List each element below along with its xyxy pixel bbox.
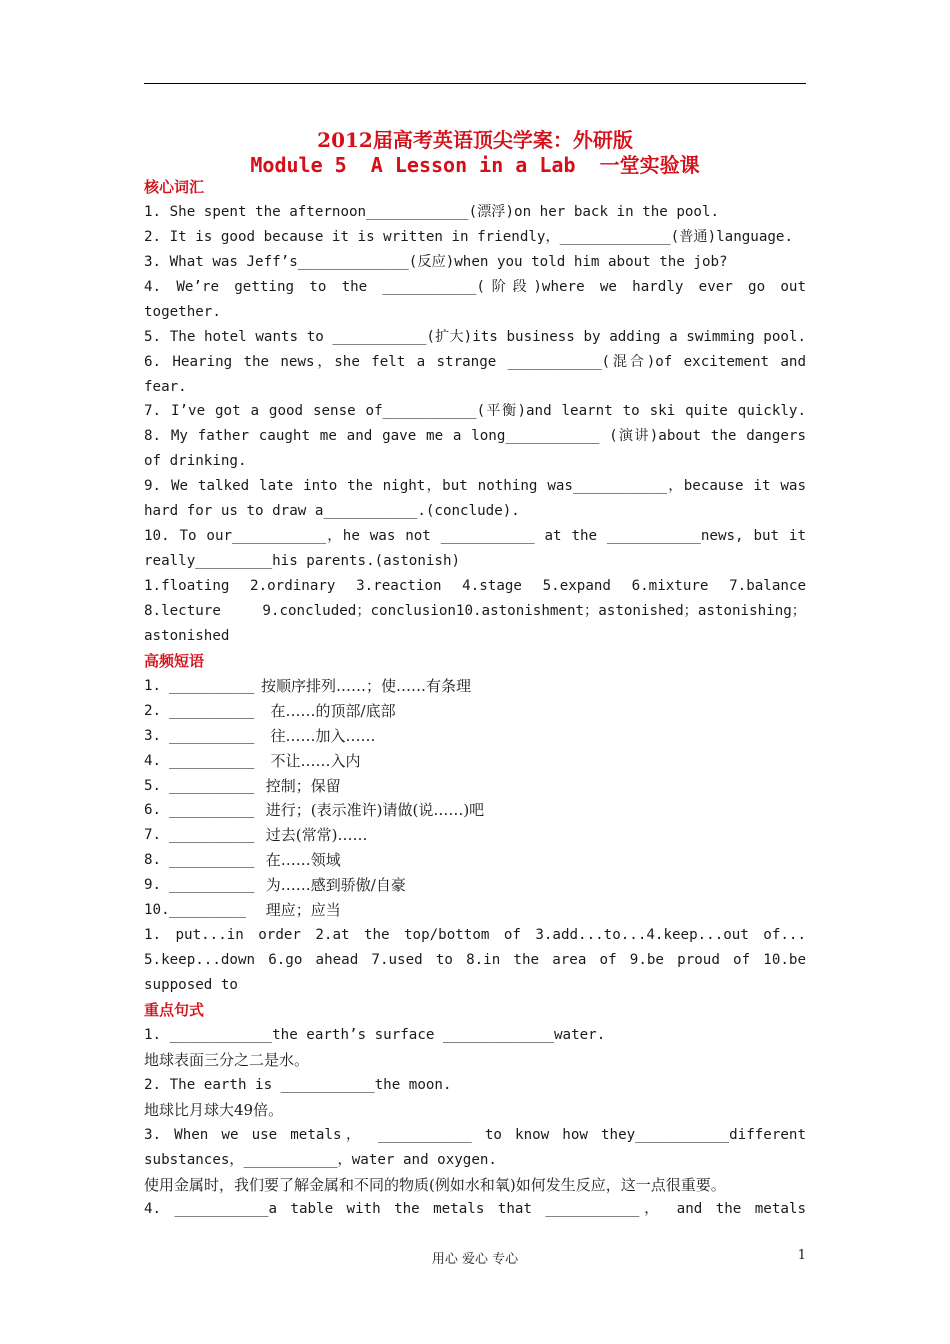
vocab-exercise: [144, 200, 806, 649]
phrase-item: [144, 873, 806, 898]
vocab-line: 1.floating 2.ordinary 3.reaction 4.stage 5.expand 6.mixture 7.balance: [144, 578, 806, 594]
vocab-line: together.: [144, 303, 221, 320]
phrase-answers: [144, 923, 806, 998]
phrase-item: [144, 848, 806, 873]
vocab-line: 4. We’re getting to the ___________(阶段)where we hardly ever go out: [144, 278, 806, 295]
phrase-number: 2.: [144, 702, 162, 719]
vocab-line: 6. Hearing the news，she felt a strange ___________(混合)of excitement and: [144, 353, 806, 370]
phrase-answer-line: 1. put...in order 2.at the top/bottom of 3.add...to...4.keep...out of...: [144, 927, 806, 944]
phrase-number: 4.: [144, 752, 162, 769]
phrase-exercise: [144, 674, 806, 923]
vocab-line: really_________his parents.(astonish): [144, 553, 461, 570]
section-heading-sentences: 重点句式: [144, 1000, 205, 1019]
document-title: 2012届高考英语顶尖学案：外研版: [317, 128, 633, 152]
phrase-blank: __________: [169, 752, 255, 769]
phrase-blank: __________: [169, 677, 255, 694]
phrase-meaning: 在……领域: [261, 851, 341, 870]
phrase-blank: __________: [169, 827, 255, 844]
module-title-en: Module 5 A Lesson in a Lab: [250, 153, 600, 177]
vocab-line: 2. It is good because it is written in friendly，_____________(普通)language.: [144, 228, 794, 245]
sentence-translation: 地球比月球大49倍。: [144, 1100, 284, 1119]
sentence-line: substances，___________，water and oxygen.: [144, 1151, 497, 1168]
vocab-line: 10. To our___________，he was not ___________ at the ___________news, but it: [144, 528, 806, 545]
vocab-line: 8. My father caught me and gave me a long___________ (演讲)about the dangers: [144, 428, 806, 445]
phrase-meaning: 为……感到骄傲/自豪: [261, 876, 406, 895]
phrase-item: [144, 798, 806, 823]
phrase-number: 8.: [144, 852, 162, 869]
phrase-item: [144, 823, 806, 848]
sentence-line: 3. When we use metals， ___________ to know how they___________different: [144, 1126, 806, 1143]
sentence-exercise: [144, 1023, 806, 1223]
phrase-meaning: 按顺序排列……；使……有条理: [261, 676, 472, 695]
phrase-item: [144, 749, 806, 774]
document-body: [144, 175, 806, 1222]
vocab-line: of drinking.: [144, 453, 247, 470]
vocab-line: 3. What was Jeff’s_____________(反应)when you told him about the job?: [144, 253, 728, 270]
sentence-line: 2. The earth is ___________the moon.: [144, 1076, 452, 1093]
phrase-meaning: 控制；保留: [261, 776, 341, 795]
phrase-number: 7.: [144, 827, 162, 844]
vocab-line: astonished: [144, 627, 230, 644]
page-footer: [0, 1248, 950, 1268]
phrase-number: 3.: [144, 727, 162, 744]
phrase-blank: __________: [169, 702, 255, 719]
phrase-blank: __________: [169, 802, 255, 819]
section-heading-vocab: 核心词汇: [144, 178, 205, 196]
phrase-blank: __________: [169, 852, 255, 869]
phrase-blank: _________: [169, 902, 246, 919]
phrase-number: 6.: [144, 802, 162, 819]
vocab-line: 9. We talked late into the night，but nothing was___________，because it was: [144, 478, 806, 495]
vocab-line: 5. The hotel wants to ___________(扩大)its business by adding a swimming pool.: [144, 328, 806, 345]
phrase-blank: __________: [169, 877, 255, 894]
phrase-answer-line: 5.keep...down 6.go ahead 7.used to 8.in the area of 9.be proud of 10.be: [144, 952, 806, 969]
phrase-item: [144, 699, 806, 724]
sentence-line: 1. ____________the earth’s surface _____________water.: [144, 1026, 606, 1043]
sentence-line: 4. ___________a table with the metals that ___________， and the metals: [144, 1201, 806, 1218]
sentence-translation: 地球表面三分之二是水。: [144, 1050, 310, 1069]
phrase-meaning: 在……的顶部/底部: [261, 701, 396, 720]
vocab-line: hard for us to draw a___________.(conclude).: [144, 503, 520, 520]
phrase-item: [144, 674, 806, 699]
phrase-item: [144, 898, 806, 923]
sentence-translation: 使用金属时，我们要了解金属和不同的物质(例如水和氧)如何发生反应，这一点很重要。: [144, 1175, 726, 1194]
footer-motto: 用心 爱心 专心: [431, 1252, 519, 1267]
phrase-item: [144, 774, 806, 799]
vocab-line: 1. She spent the afternoon____________(漂浮)on her back in the pool.: [144, 203, 720, 220]
module-title-cn: 一堂实验课: [599, 153, 700, 177]
page-number: 1: [797, 1248, 806, 1263]
module-title: [144, 149, 806, 178]
vocab-line: 7. I’ve got a good sense of___________(平衡)and learnt to ski quite quickly.: [144, 403, 806, 420]
phrase-number: 9.: [144, 877, 162, 894]
phrase-meaning: 进行；(表示准许)请做(说……)吧: [261, 801, 485, 820]
vocab-line: 8.lecture 9.concluded；conclusion10.astonishment；astonished；astonishing；: [144, 602, 806, 619]
phrase-item: [144, 724, 806, 749]
phrase-number: 1.: [144, 677, 162, 694]
phrase-number: 10.: [144, 902, 170, 919]
phrase-blank: __________: [169, 727, 255, 744]
phrase-meaning: 过去(常常)……: [261, 826, 368, 845]
phrase-answer-line: supposed to: [144, 977, 238, 993]
vocab-line: fear.: [144, 378, 187, 395]
phrase-number: 5.: [144, 777, 162, 794]
header-rule: [144, 83, 806, 84]
section-heading-phrases: 高频短语: [144, 651, 205, 670]
phrase-meaning: 理应；应当: [261, 901, 341, 920]
phrase-blank: __________: [169, 777, 255, 794]
phrase-meaning: 往……加入……: [261, 726, 376, 745]
phrase-meaning: 不让……入内: [261, 751, 361, 770]
